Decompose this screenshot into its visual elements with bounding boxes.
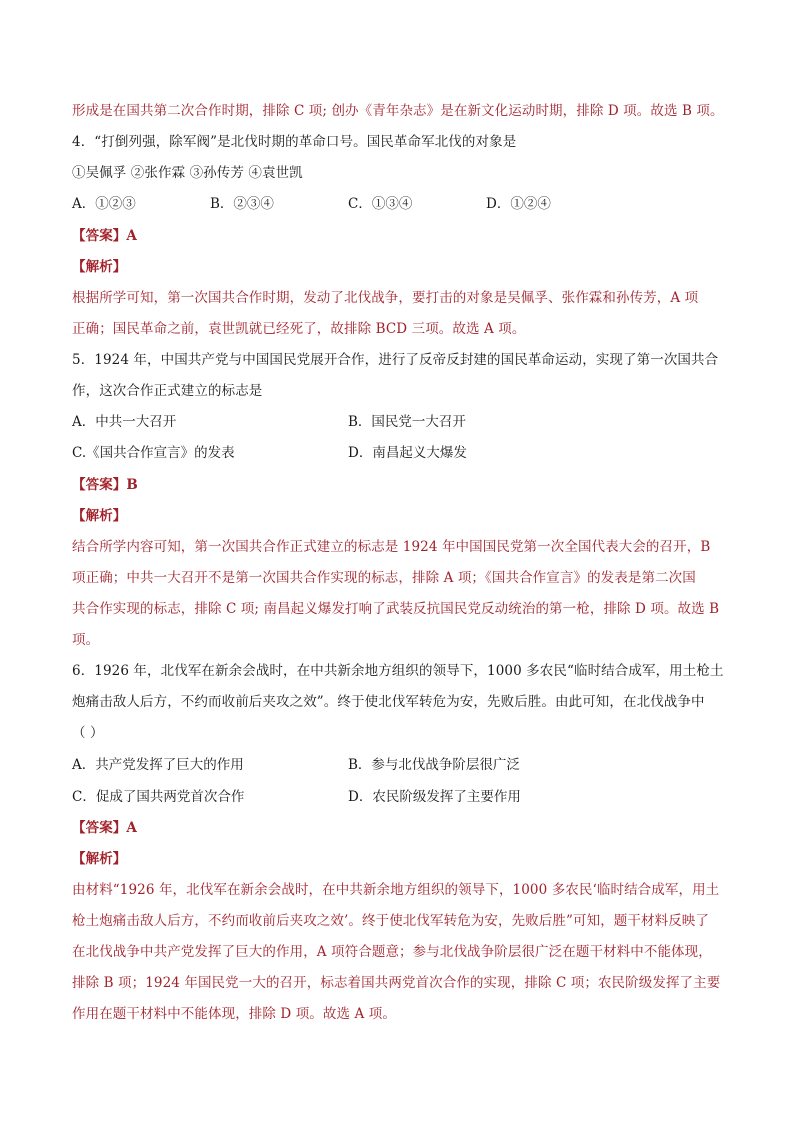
question-6-analysis-line: 排除 B 项；1924 年国民党一大的召开，标志着国共两党首次合作的实现，排除 C 项；农民阶级发挥了主要 (72, 975, 721, 991)
question-5-analysis-line: 共合作实现的标志，排除 C 项; 南昌起义爆发打响了武装反抗国民党反动统治的第一枪，排除 D 项。故选 B (72, 601, 720, 617)
question-5-analysis-line: 结合所学内容可知，第一次国共合作正式建立的标志是 1924 年中国国民党第一次全国代表大会的召开，B (72, 539, 711, 555)
question-4-stem: 4．“打倒列强，除军阀”是北伐时期的革命口号。国民革命军北伐的对象是 (72, 134, 517, 150)
question-6-stem-line: 6．1926 年，北伐军在新余会战时，在中共新余地方组织的领导下，1000 多农民“临时结合成军，用土枪土 (72, 663, 724, 679)
option-b: B．参与北伐战争阶层很广泛 (348, 757, 520, 773)
question-5-stem-line: 作，这次合作正式建立的标志是 (72, 383, 263, 399)
option-a: A．①②③ (72, 196, 136, 212)
question-5-analysis-line: 项。 (72, 632, 100, 648)
option-c: C.《国共合作宣言》的发表 (72, 445, 235, 461)
option-a: A．中共一大召开 (72, 414, 177, 430)
option-b: B．国民党一大召开 (348, 414, 466, 430)
option-d: D．南昌起义大爆发 (348, 445, 467, 461)
option-d: D．①②④ (486, 196, 551, 212)
question-6-analysis-line: 作用在题干材料中不能体现，排除 D 项。故选 A 项。 (72, 1006, 396, 1022)
question-4-analysis-heading: 【解析】 (72, 259, 127, 275)
question-6-stem-line: 炮痛击敌人后方，不约而收前后夹攻之效”。终于使北伐军转危为安，先败后胜。由此可知，在北伐战争中 (72, 694, 705, 710)
question-4-analysis-line: 根据所学可知，第一次国共合作时期，发动了北伐战争，要打击的对象是吴佩孚、张作霖和孙传芳，A 项 (72, 290, 699, 306)
question-5-stem-line: 5．1924 年，中国共产党与中国国民党展开合作，进行了反帝反封建的国民革命运动，实现了第一次国共合 (72, 352, 719, 368)
question-6-answer: 【答案】A (72, 820, 137, 836)
question-4-answer: 【答案】A (72, 228, 137, 244)
option-a: A．共产党发挥了巨大的作用 (72, 757, 244, 773)
question-4-items: ①吴佩孚 ②张作霖 ③孙传芳 ④袁世凯 (72, 165, 303, 181)
prev-explanation-line: 形成是在国共第二次合作时期，排除 C 项; 创办《青年杂志》是在新文化运动时期，排除 D 项。故选 B 项。 (72, 103, 724, 119)
question-5-answer: 【答案】B (72, 477, 138, 493)
option-b: B．②③④ (210, 196, 274, 212)
question-6-analysis-line: 由材料“1926 年，北伐军在新余会战时，在中共新余地方组织的领导下，1000 多农民‘临时结合成军，用土 (72, 882, 720, 898)
question-6-stem-line: （ ） (72, 725, 104, 741)
question-6-analysis-heading: 【解析】 (72, 851, 127, 867)
question-5-analysis-line: 项正确；中共一大召开不是第一次国共合作实现的标志，排除 A 项；《国共合作宣言》的发表是第二次国 (72, 570, 696, 586)
question-4-analysis-line: 正确；国民革命之前，袁世凯就已经死了，故排除 BCD 三项。故选 A 项。 (72, 321, 526, 337)
option-c: C．①③④ (348, 196, 413, 212)
question-6-analysis-line: 枪土炮痛击敌人后方，不约而收前后夹攻之效’。终于使北伐军转危为安，先败后胜”可知，题干材料反映了 (72, 913, 709, 929)
option-c: C．促成了国共两党首次合作 (72, 789, 245, 805)
option-d: D．农民阶级发挥了主要作用 (348, 789, 521, 805)
question-6-analysis-line: 在北伐战争中共产党发挥了巨大的作用，A 项符合题意；参与北伐战争阶层很广泛在题干材料中不能体现， (72, 944, 712, 960)
question-5-analysis-heading: 【解析】 (72, 508, 127, 524)
